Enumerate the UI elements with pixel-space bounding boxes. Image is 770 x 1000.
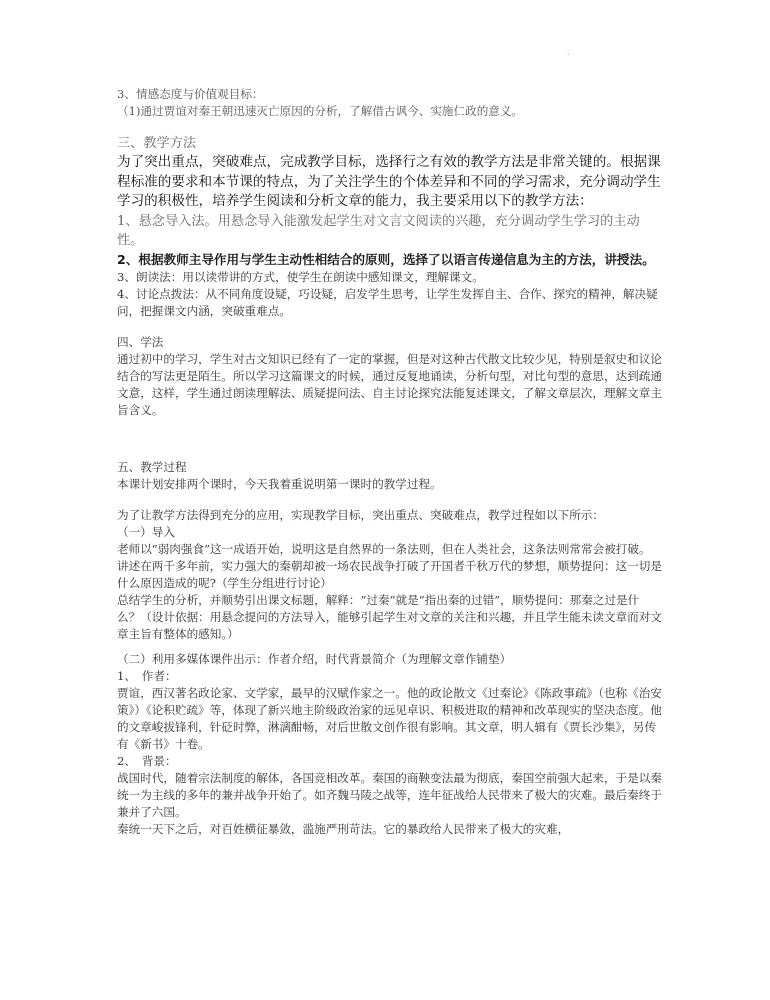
page-marker: . <box>567 48 570 57</box>
study-body: 通过初中的学习，学生对古文知识已经有了一定的掌握，但是对这种古代散文比较少见，特别是叙史和议论结合的写法更是陌生。所以学习这篇课文的时候，通过反复地诵读，分析句型，对比句型的意思，达到疏通文意，这样，学生通过朗读理解法、质疑提问法、自主讨论探究法能复述课文，了解文章层次，理解文章主旨含义。 <box>117 352 662 417</box>
methods-heading: 三、教学方法 <box>117 136 197 151</box>
methods-intro: 为了突出重点，突破难点，完成教学目标，选择行之有效的教学方法是非常关键的。根据课程标准的要求和本节课的特点，为了关注学生的个体差异和不同的学习需求，充分调动学生学习的积极性，培养学生阅读和分析文章的能力，我主要采用以下的教学方法： <box>117 154 661 209</box>
background-body: 战国时代，随着宗法制度的解体，各国竞相改革。秦国的商鞅变法最为彻底，秦国空前强大起来，于是以秦统一为主线的多年的兼并战争开始了。如齐魏马陵之战等，连年征战给人民带来了极大的灾难。最后秦终于兼并了六国。 <box>117 771 662 819</box>
study-heading: 四、学法 <box>117 335 164 349</box>
step-1-body: 老师以“弱肉强食”这一成语开始，说明这是自然界的一条法则，但在人类社会，这条法则常常会被打破。讲述在两千多年前，实力强大的秦朝却被一场农民战争打破了开国者千秋万代的梦想，顺势提问：这一切是什么原因造成的呢?（学生分组进行讨论） <box>117 542 662 590</box>
section-3-heading: 3、情感态度与价值观目标： <box>117 87 264 101</box>
process-heading: 五、教学过程 <box>117 460 187 474</box>
step-1-summary: 总结学生的分析，并顺势引出课文标题，解释：“过秦”就是“指出秦的过错”，顺势提问：那秦之过是什么？（设计依据：用悬念提问的方法导入，能够引起学生对文章的关注和兴趣，并且学生能未读文章而对文章主旨有整体的感知。） <box>117 593 662 641</box>
author-label: 1、 作者： <box>117 669 177 683</box>
method-2: 2、根据教师主导作用与学生主动性相结合的原则，选择了以语言传递信息为主的方法，讲授法。 <box>117 251 655 267</box>
step-2-title: （二）利用多媒体课件出示：作者介绍，时代背景简介（为理解文章作铺垫） <box>117 652 512 666</box>
step-1-title: （一）导入 <box>117 525 175 539</box>
background-body-2: 秦统一天下之后，对百姓横征暴敛，滥施严刑苛法。它的暴政给人民带来了极大的灾难， <box>117 822 570 836</box>
method-3: 3、朗读法：用以读带讲的方式，使学生在朗读中感知课文，理解课文。 <box>117 270 484 284</box>
document-body <box>117 86 662 838</box>
background-label: 2、 背景： <box>117 754 177 768</box>
process-intro: 为了让教学方法得到充分的应用，实现教学目标，突出重点、突破难点，教学过程如以下所示： <box>117 508 604 522</box>
method-1: 1、悬念导入法。用悬念导入能激发起学生对文言文阅读的兴趣，充分调动学生学习的主动性。 <box>117 213 640 248</box>
author-body: 贾谊，西汉著名政论家、文学家，最早的汉赋作家之一。他的政论散文《过秦论》《陈政事疏》（也称《治安策》）《论积贮疏》等，体现了新兴地主阶级政治家的远见卓识、积极进取的精神和改革现实的坚决态度。他的文章峻拔锋利，针砭时弊，淋漓酣畅，对后世散文创作很有影响。其文章，明人辑有《贾长沙集》，另传有《新书》十卷。 <box>117 686 662 751</box>
process-plan: 本课计划安排两个课时，今天我着重说明第一课时的教学过程。 <box>117 477 442 491</box>
section-3-item-1: （1)通过贾谊对秦王朝迅速灭亡原因的分析，了解借古讽今、实施仁政的意义。 <box>117 104 524 118</box>
method-4: 4、讨论点拨法：从不同角度设疑，巧设疑，启发学生思考，让学生发挥自主、合作、探究的精神，解决疑问，把握课文内涵，突破重难点。 <box>117 287 658 318</box>
